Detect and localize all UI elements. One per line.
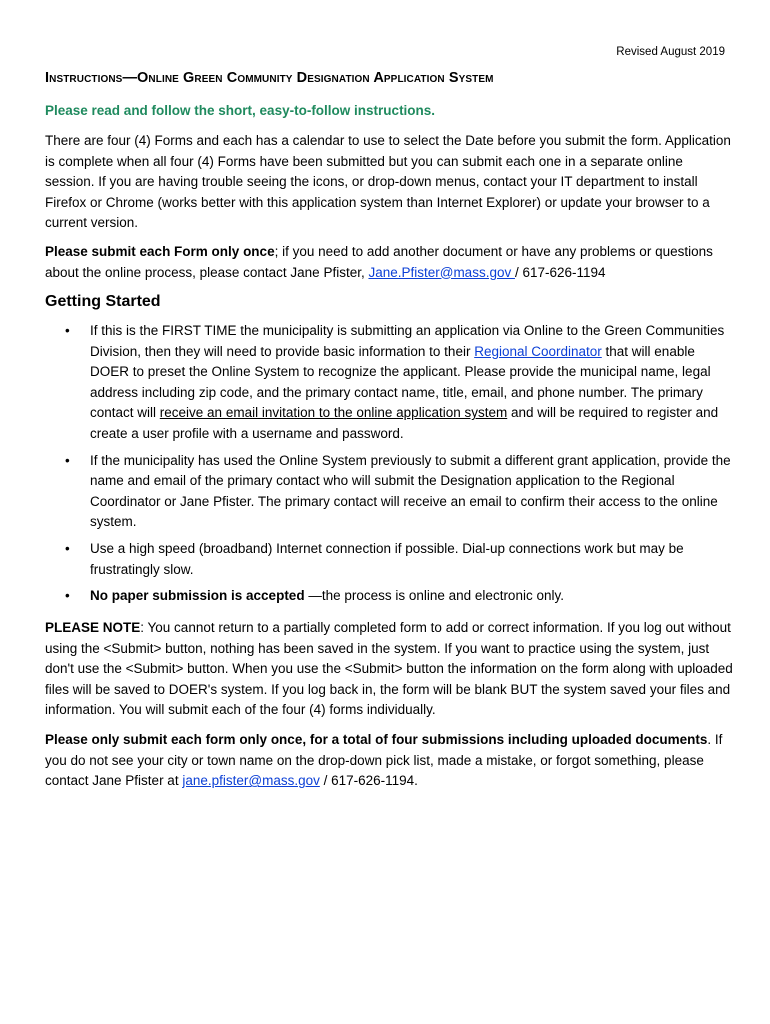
list-item (45, 586, 735, 607)
list-item (45, 451, 735, 533)
bullet-text: —the process is online and electronic only. (304, 588, 564, 604)
bullet-text: If the municipality has used the Online System previously to submit a different grant application, provide the name and email of the primary contact who will submit the Designation application to the Regional Coordinator or Jane Pfister. The primary contact will receive an email to confirm their access to the online system. (90, 452, 731, 530)
bullet-icon: • (65, 588, 70, 604)
note-label: PLEASE NOTE (45, 620, 141, 635)
bullet-icon: • (65, 540, 70, 556)
closing-paragraph (45, 730, 735, 792)
list-item (45, 321, 735, 445)
bullet-icon: • (65, 452, 70, 468)
list-item (45, 539, 735, 580)
page-subtitle: Please read and follow the short, easy-to-follow instructions. (45, 103, 436, 118)
no-paper-emphasis: No paper submission is accepted (90, 588, 305, 604)
contact-phone: / 617-626-1194 (514, 264, 606, 280)
submit-once-emphasis: Please submit each Form only once (45, 244, 275, 259)
note-text: : You cannot return to a partially completed form to add or correct information. If you log out without using the <Submit> button, nothing has been saved in the system. If you want to practice using the system, just don't use the <Submit> button. When you use the <Submit> button the information on the form along with uploaded files will be saved to DOER's system. If you log back in, the form will be blank BUT the system saved your files and information. You will submit each of the four (4) forms individually. (45, 620, 733, 718)
bullet-text: that will enable DOER to preset the Online System to recognize the applicant. Please provide the municipal name, legal address including zip code, and the primary contact name, title, email, and phone number. The primary contact will (90, 343, 711, 421)
revision-date: Revised August 2019 (616, 46, 725, 58)
contact-text: ; if you need to add another document or have any problems or questions about the online process, please contact Jane Pfister, (45, 244, 713, 280)
invitation-underline: receive an email invitation to the online application system (159, 405, 508, 421)
bullet-icon: • (65, 323, 70, 338)
page-title: Instructions—Online Green Community Designation Application System (45, 70, 494, 86)
note-paragraph (45, 618, 735, 721)
intro-paragraph: There are four (4) Forms and each has a calendar to use to select the Date before you submit the form. Application is complete when all four (4) Forms have been submitted but you can submit each one in a separate online session. If you are having trouble seeing the icons, or drop-down menus, contact your IT department to install Firefox or Chrome (works better with this application system than Internet Explorer) or update your browser to a current version. (45, 133, 731, 231)
email-link-jane[interactable]: Jane.Pfister@mass.gov (368, 264, 515, 280)
email-link-jane-lower[interactable]: jane.pfister@mass.gov (182, 773, 320, 789)
bullet-text: and will be required to register and create a user profile with a username and password. (90, 405, 719, 441)
closing-phone: / 617-626-1194. (319, 773, 418, 789)
bullet-text: Use a high speed (broadband) Internet connection if possible. Dial-up connections work but may be frustratingly slow. (90, 540, 684, 577)
getting-started-list (45, 321, 735, 613)
getting-started-heading: Getting Started (45, 293, 161, 310)
contact-paragraph (45, 242, 735, 283)
bullet-text: If this is the FIRST TIME the municipality is submitting an application via Online to the Green Communities Division, then they will need to provide basic information to their (90, 323, 725, 359)
closing-emphasis: Please only submit each form only once, for a total of four submissions including uploaded documents (45, 732, 708, 747)
closing-text: . If you do not see your city or town name on the drop-down pick list, made a mistake, or forgot something, please contact Jane Pfister at (45, 732, 723, 789)
regional-coordinator-link[interactable]: Regional Coordinator (474, 343, 602, 359)
